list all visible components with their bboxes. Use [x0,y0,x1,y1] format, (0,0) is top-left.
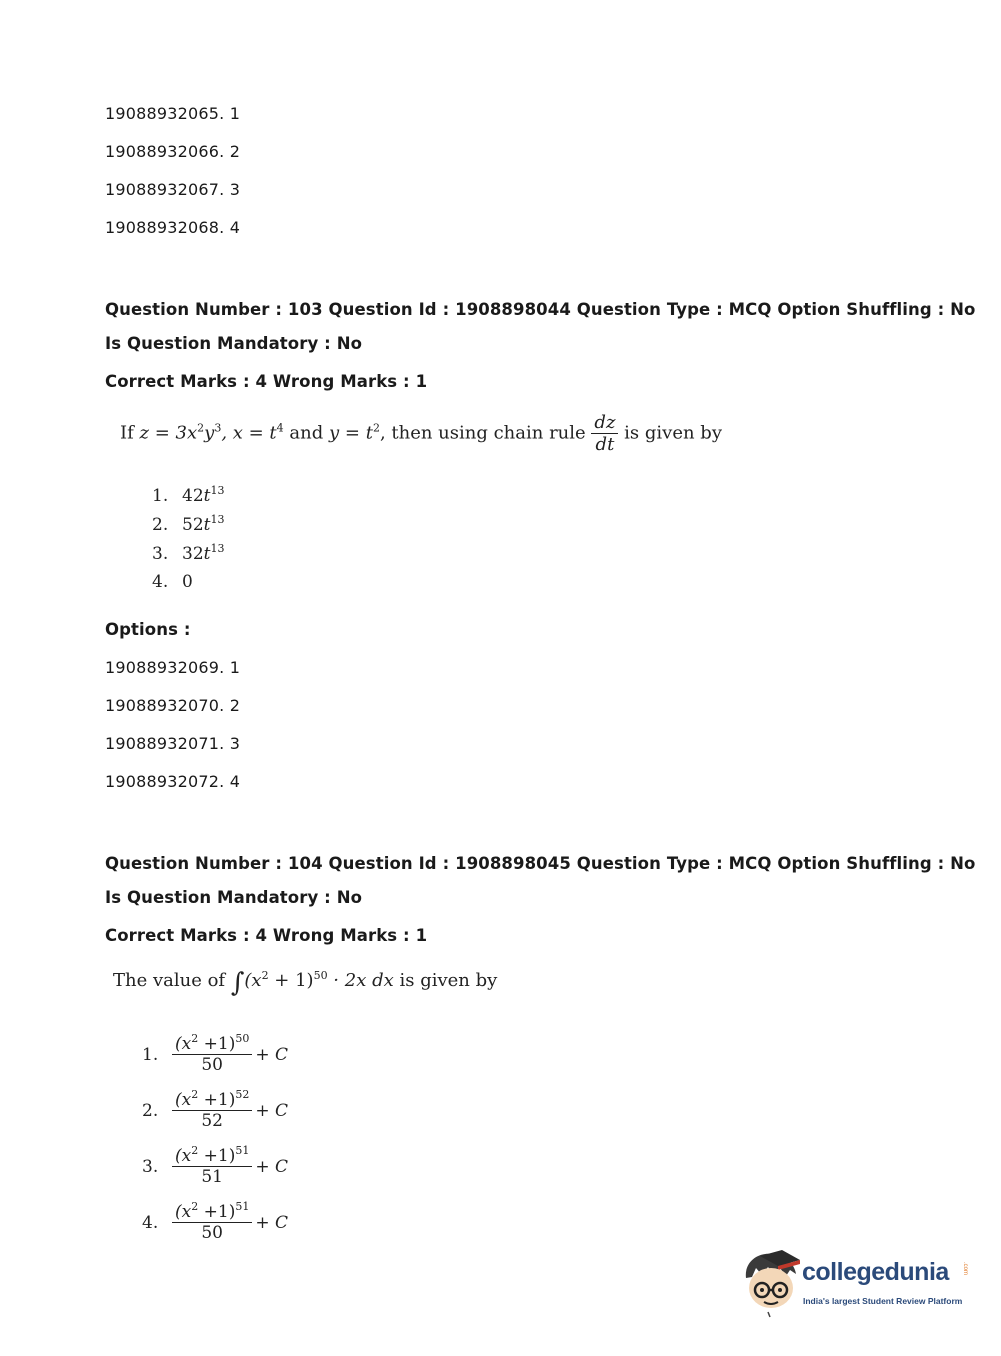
option-line: 19088932066. 2 [105,142,241,161]
choice-exponent: 13 [210,484,225,497]
choice-exponent: 2 [191,1144,199,1157]
option-line: 19088932069. 1 [105,658,241,677]
choice-number: 4. [152,572,169,592]
fraction-denominator: 51 [201,1167,223,1187]
stem-math: + 1) [268,970,314,991]
choice-exponent: 51 [235,1144,250,1157]
stem-math: · 2x dx [327,970,394,991]
choice-number: 4. [142,1212,159,1233]
option-line: 19088932071. 3 [105,734,241,753]
choice-exponent: 2 [191,1200,199,1213]
choice-item [142,1146,288,1198]
choice-fraction [172,1202,252,1243]
fraction-numerator [172,1090,252,1111]
stem-text: The value of [113,970,226,991]
stem-math: , x = t [221,422,277,444]
fraction-denominator: dt [595,434,615,455]
choice-math: (x [175,1146,192,1166]
question-header: Question Number : 103 Question Id : 1908898044 Question Type : MCQ Option Shuffling : No [105,300,976,319]
mascot-icon [740,1248,802,1318]
choice-number: 3. [142,1156,159,1177]
stem-math: z = 3x [139,422,198,444]
question-marks: Correct Marks : 4 Wrong Marks : 1 [105,372,428,391]
question-header: Question Number : 104 Question Id : 1908898045 Question Type : MCQ Option Shuffling : No [105,854,976,873]
choice-math: +1) [198,1034,236,1054]
choice-exponent: 52 [235,1088,250,1101]
fraction-numerator [172,1034,252,1055]
choice-number: 1. [142,1044,159,1065]
choice-item [152,486,224,506]
brand-dotcom: .com [962,1262,968,1276]
choice-math: +1) [198,1202,236,1222]
option-line: 19088932072. 4 [105,772,241,791]
stem-math: y = t [329,422,373,444]
constant-term: + C [255,1100,288,1121]
stem-exponent: 3 [214,421,222,435]
question-mandatory: Is Question Mandatory : No [105,334,363,353]
choice-math: (x [175,1090,192,1110]
option-line: 19088932065. 1 [105,104,241,123]
choice-number: 2. [142,1100,159,1121]
choice-coef: 42 [182,486,204,506]
choice-var: t [203,515,211,535]
fraction-denominator: 50 [201,1223,223,1243]
choice-math: +1) [198,1146,236,1166]
choice-item [152,572,193,592]
choice-exponent: 13 [210,542,225,555]
stem-text: is given by [624,422,722,444]
choice-fraction [172,1034,252,1075]
question-mandatory: Is Question Mandatory : No [105,888,363,907]
collegedunia-logo [740,1248,970,1318]
stem-text: , then using chain rule [379,422,586,444]
choice-item [152,515,224,535]
choice-exponent: 2 [191,1088,199,1101]
choice-fraction [172,1090,252,1131]
choice-fraction [172,1146,252,1187]
constant-term: + C [255,1156,288,1177]
stem-text: and [289,422,324,444]
stem-text: If [120,422,134,444]
brand-name: collegedunia [802,1258,949,1286]
constant-term: + C [255,1044,288,1065]
derivative-fraction [591,412,618,455]
stem-exponent: 2 [372,421,380,435]
constant-term: + C [255,1212,288,1233]
choice-var: t [203,544,211,564]
choice-coef: 52 [182,515,204,535]
option-line: 19088932067. 3 [105,180,241,199]
brand-tagline: India's largest Student Review Platform [803,1296,963,1306]
stem-text: is given by [399,970,498,991]
stem-exponent: 4 [276,421,284,435]
choice-exponent: 13 [210,513,225,526]
fraction-numerator [172,1202,252,1223]
option-line: 19088932070. 2 [105,696,241,715]
choice-exponent: 2 [191,1032,199,1045]
choice-coef: 32 [182,544,204,564]
choice-math: +1) [198,1090,236,1110]
stem-exponent: 2 [261,969,269,982]
fraction-denominator: 50 [201,1055,223,1075]
choice-math: (x [175,1202,192,1222]
fraction-numerator: dz [591,412,618,434]
stem-exponent: 2 [197,421,205,435]
choice-item [142,1202,288,1254]
stem-exponent: 50 [313,969,328,982]
fraction-denominator: 52 [201,1111,223,1131]
choice-number: 1. [152,486,169,506]
option-line: 19088932068. 4 [105,218,241,237]
stem-math: y [204,422,215,444]
integral-sign: ∫ [230,968,245,998]
question-stem [120,412,722,455]
choice-exponent: 51 [235,1200,250,1213]
choice-item [142,1090,288,1142]
choice-number: 3. [152,544,169,564]
choice-item [142,1034,288,1086]
options-label: Options : [105,620,191,639]
choice-coef: 0 [182,572,193,592]
fraction-numerator [172,1146,252,1167]
choice-var: t [203,486,211,506]
choice-number: 2. [152,515,169,535]
choice-item [152,544,224,564]
question-stem [113,968,497,998]
stem-math: (x [244,970,262,991]
question-marks: Correct Marks : 4 Wrong Marks : 1 [105,926,428,945]
choice-exponent: 50 [235,1032,250,1045]
choice-math: (x [175,1034,192,1054]
